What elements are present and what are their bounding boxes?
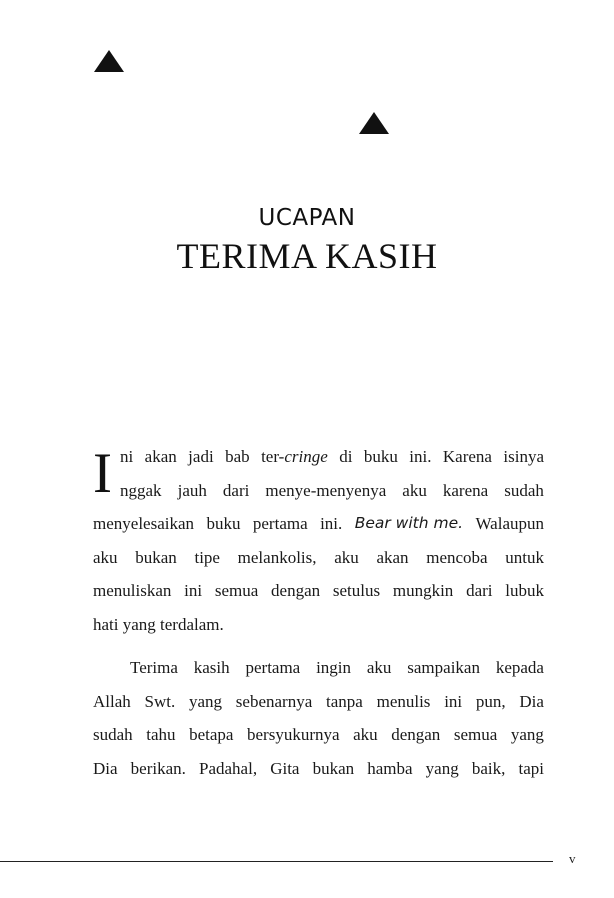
word: aku: [366, 658, 392, 677]
triangle-ornament-icon: [94, 50, 124, 72]
drop-cap: I: [93, 442, 112, 505]
word: Swt.: [144, 691, 176, 711]
word: yang: [425, 758, 459, 778]
text-line: [93, 685, 544, 719]
word: lubuk: [505, 581, 544, 600]
word: aku: [402, 480, 427, 500]
word: Karena: [442, 447, 492, 466]
word: dari: [222, 480, 250, 500]
word: bukan: [135, 547, 177, 567]
word: sudah: [93, 725, 133, 744]
word: mungkin: [392, 581, 454, 600]
word: aku: [334, 547, 359, 567]
word: pertama: [252, 514, 308, 533]
word: menye-menyenya: [265, 480, 387, 500]
text-line: hati yang terdalam.: [93, 614, 224, 634]
word: di: [339, 447, 353, 466]
word: aku: [93, 547, 118, 567]
word: berikan.: [130, 758, 186, 778]
word: tipe: [194, 547, 220, 567]
word: pertama: [245, 658, 301, 677]
word: setulus: [332, 581, 381, 600]
word: ter-cringe: [261, 447, 328, 466]
word: tapi: [518, 758, 544, 778]
word: bersyukurnya: [247, 725, 340, 744]
word: aku: [353, 725, 378, 744]
word: hamba: [367, 758, 413, 778]
word: ingin: [316, 658, 352, 677]
word: Gita: [270, 758, 300, 778]
word: buku: [206, 514, 241, 533]
footer-rule: [0, 861, 553, 862]
word: sebenarnya: [235, 691, 313, 711]
text-line: [93, 541, 544, 575]
word: semua: [453, 725, 498, 744]
word: Walaupun: [475, 514, 544, 533]
text-line: [93, 474, 544, 508]
word: Bear with me.: [354, 514, 464, 532]
word: akan: [144, 447, 177, 466]
chapter-title: TERIMA KASIH: [176, 236, 438, 276]
word: ini: [444, 691, 463, 711]
word: buku: [363, 447, 398, 466]
text-line: [93, 718, 544, 752]
word: isinya: [503, 447, 544, 466]
word: baik,: [471, 758, 506, 778]
text-line: [93, 752, 544, 786]
text-line: [93, 574, 544, 608]
word: tahu: [146, 725, 176, 744]
word: jadi: [188, 447, 214, 466]
text-line: [93, 440, 544, 474]
word: kepada: [495, 658, 544, 677]
word: Dia: [519, 691, 544, 711]
word: menyelesaikan: [93, 514, 195, 533]
word: bukan: [312, 758, 355, 778]
word: pun,: [475, 691, 506, 711]
word: kasih: [193, 658, 230, 677]
word: yang: [510, 725, 544, 744]
word: ini.: [320, 514, 343, 533]
word: mencoba: [426, 547, 488, 567]
chapter-subtitle: UCAPAN: [258, 205, 356, 231]
word: jauh: [177, 480, 207, 500]
word: ni: [120, 447, 134, 466]
word: Allah: [93, 691, 131, 711]
word: ini: [184, 581, 203, 600]
word: menuliskan: [93, 581, 172, 600]
text-line: [93, 651, 544, 685]
word: untuk: [505, 547, 544, 567]
word-italic: cringe: [284, 447, 328, 466]
word: dengan: [271, 581, 321, 600]
word: melankolis,: [237, 547, 317, 567]
triangle-ornament-icon: [359, 112, 389, 134]
word: Padahal,: [199, 758, 258, 778]
page-number: v: [569, 851, 576, 866]
word: akan: [376, 547, 409, 567]
body-text: [93, 440, 544, 785]
word: dengan: [391, 725, 441, 744]
word: betapa: [189, 725, 234, 744]
word: sudah: [504, 480, 544, 500]
word: tanpa: [326, 691, 363, 711]
word: ini.: [409, 447, 432, 466]
word: sampaikan: [407, 658, 480, 677]
word: Terima: [130, 658, 178, 677]
word: karena: [442, 480, 489, 500]
text-line: [93, 507, 544, 541]
word: Dia: [93, 758, 118, 778]
word: bab: [225, 447, 250, 466]
word: semua: [214, 581, 259, 600]
word: menulis: [376, 691, 431, 711]
word: dari: [466, 581, 493, 600]
word: nggak: [120, 480, 162, 500]
word: yang: [189, 691, 223, 711]
